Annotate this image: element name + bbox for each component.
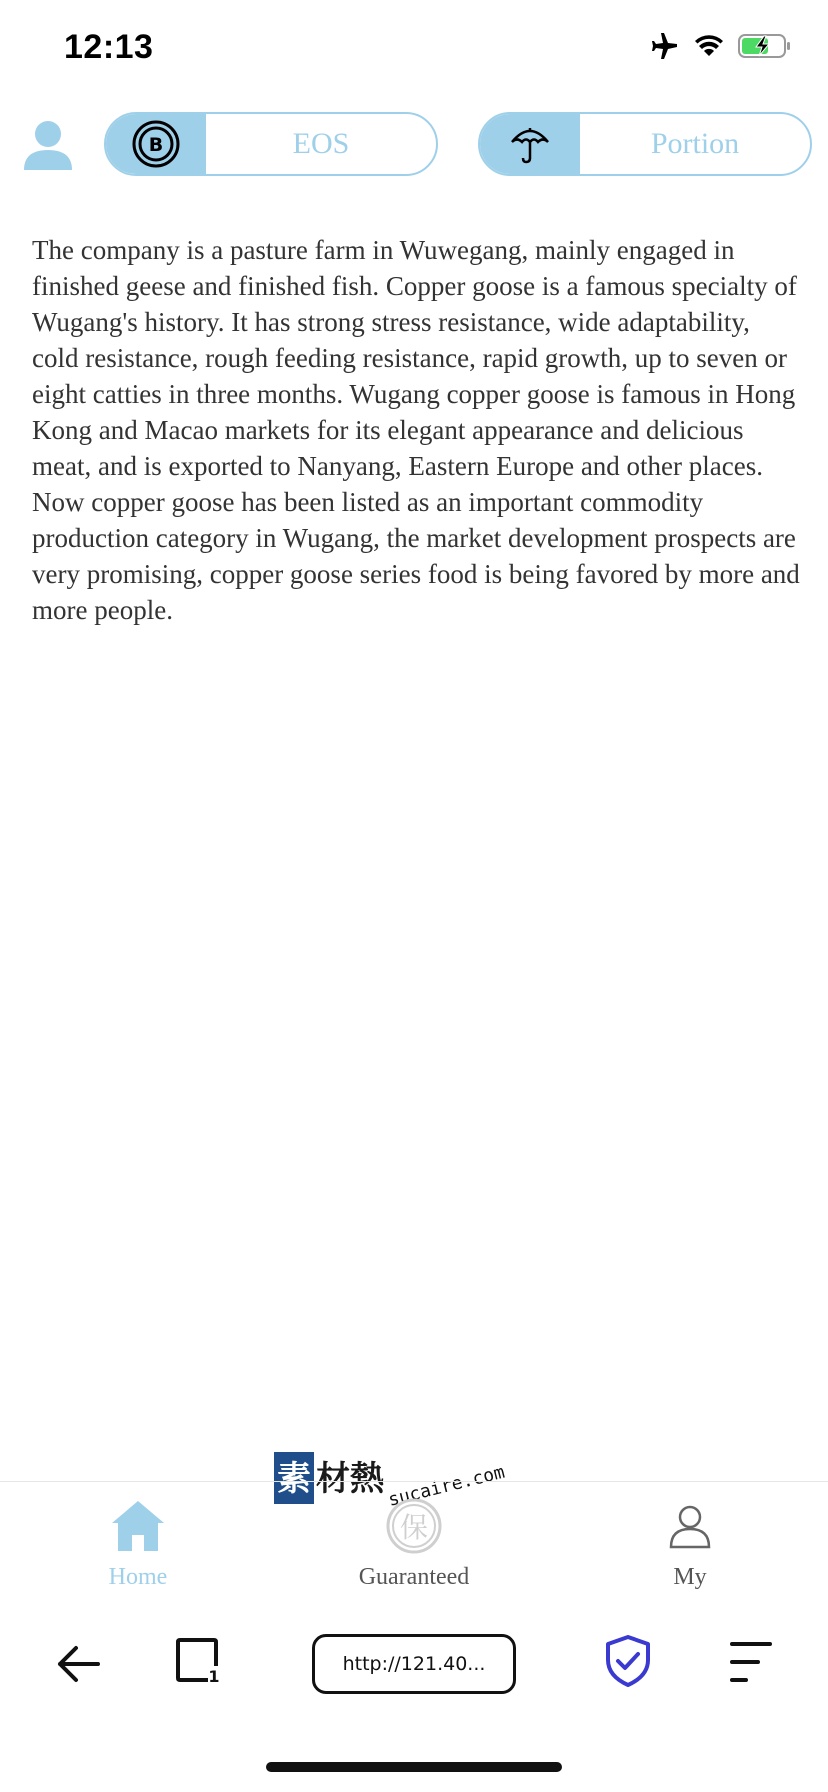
wifi-icon bbox=[694, 34, 724, 63]
home-indicator[interactable] bbox=[266, 1762, 562, 1772]
bottom-tab-bar bbox=[0, 1481, 828, 1601]
svg-text:sucaire.com: sucaire.com bbox=[386, 1461, 507, 1508]
tab-guaranteed-label: Guaranteed bbox=[358, 1564, 470, 1590]
eos-pill-button[interactable] bbox=[104, 112, 438, 176]
svg-text:1: 1 bbox=[208, 1667, 220, 1684]
user-icon[interactable] bbox=[22, 118, 74, 172]
tabs-icon[interactable] bbox=[174, 1636, 222, 1684]
back-arrow-icon[interactable] bbox=[52, 1638, 104, 1690]
browser-toolbar bbox=[0, 1620, 828, 1710]
profile-icon bbox=[660, 1498, 720, 1554]
portion-pill-label: Portion bbox=[650, 127, 740, 160]
status-bar bbox=[0, 0, 828, 100]
battery-charging-icon bbox=[738, 33, 792, 64]
svg-text:保: 保 bbox=[399, 1511, 429, 1544]
svg-text:B: B bbox=[148, 134, 164, 156]
airplane-icon bbox=[650, 32, 680, 65]
tab-guaranteed[interactable] bbox=[276, 1482, 552, 1601]
svg-text:材熱: 材熱 bbox=[316, 1459, 384, 1499]
umbrella-icon bbox=[480, 114, 580, 174]
menu-icon[interactable] bbox=[728, 1640, 774, 1684]
tab-home[interactable] bbox=[0, 1482, 276, 1601]
home-icon bbox=[108, 1498, 168, 1554]
portion-pill-button[interactable] bbox=[478, 112, 812, 176]
status-icons bbox=[650, 32, 792, 65]
status-time: 12:13 bbox=[64, 28, 154, 66]
svg-text:素: 素 bbox=[277, 1459, 311, 1499]
tab-my-label: My bbox=[673, 1564, 707, 1590]
tab-home-label: Home bbox=[108, 1564, 168, 1590]
company-description: The company is a pasture farm in Wuwegang, mainly engaged in finished geese and finished fish. Copper goose is a famous specialty of Wugang's history. It has strong stress resistance, wide adaptability, cold resistance, rough feeding resistance, rapid growth, up to seven or eight catties in three months. Wugang copper goose is famous in Hong Kong and Macao markets for its elegant appearance and delicious meat, and is exported to Nanyang, Eastern Europe and other places. Now copper goose has been listed as an important commodity production category in Wugang, the market development prospects are very promising, copper goose series food is being favored by more and more people. bbox=[32, 235, 800, 625]
shield-check-icon[interactable] bbox=[604, 1634, 652, 1688]
tab-my[interactable] bbox=[552, 1482, 828, 1601]
eos-pill-label: EOS bbox=[292, 127, 350, 160]
guarantee-icon bbox=[384, 1498, 444, 1554]
top-header bbox=[0, 110, 828, 180]
url-bar[interactable]: http://121.40... bbox=[312, 1634, 516, 1694]
bitcoin-icon bbox=[106, 114, 206, 174]
